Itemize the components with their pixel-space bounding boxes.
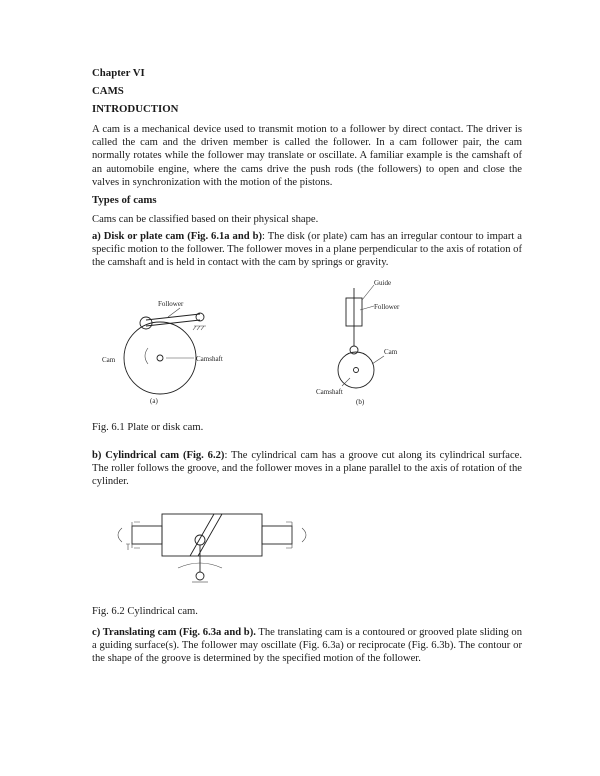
types-heading: Types of cams bbox=[92, 194, 157, 206]
intro-paragraph: A cam is a mechanical device used to transmit motion to a follower by direct contact. The driver is called the cam and the driven member is called the follower. In a cam follower pair, the cam normally rotates while the follower may translate or oscillate. A familiar example is the camshaft of an automobile engine, where the cams drive the push rods (the followers) to open and close the valves in synchronization with the motion of the pistons. bbox=[92, 124, 522, 188]
item-text: : The disk (or plate) cam has an irregular contour to impart a specific motion to the follower. The follower moves in a plane perpendicular to the axis of rotation of the camshaft and is held in contact with the cam by springs or gravity. bbox=[92, 231, 522, 269]
figure-6-2 bbox=[92, 510, 342, 600]
fig-6-1-caption: Fig. 6.1 Plate or disk cam. bbox=[92, 422, 204, 433]
guide-label: Guide bbox=[374, 279, 392, 287]
item-cylindrical-cam bbox=[92, 449, 522, 489]
camshaft-label-b: Camshaft bbox=[316, 388, 343, 396]
chapter-title: CAMS bbox=[92, 85, 124, 97]
cylindrical-roller bbox=[195, 535, 205, 545]
cam-leader-b bbox=[372, 356, 384, 364]
ground-hatch-a bbox=[193, 326, 206, 330]
shaft-left bbox=[132, 526, 162, 544]
types-intro: Cams can be classified based on their physical shape. bbox=[92, 214, 319, 225]
item-label: c) Translating cam (Fig. 6.3a and b). bbox=[92, 627, 256, 638]
camshaft-hub-b bbox=[354, 368, 359, 373]
follower-arm-a bbox=[146, 314, 200, 320]
item-disk-cam bbox=[92, 230, 522, 270]
follower-label-b: Follower bbox=[374, 303, 400, 311]
rotation-arrow-left bbox=[118, 528, 122, 542]
follower-leader bbox=[168, 308, 180, 317]
figure-6-1b bbox=[316, 278, 430, 408]
item-text: The translating cam is a contoured or grooved plate sliding on a guiding surface(s). The follower may oscillate (Fig. 6.3a) or reciprocate (Fig. 6.3b). The contour or the shape of the groove is determined by the specified motion of the follower. bbox=[92, 627, 522, 665]
cam-cylinder bbox=[162, 514, 262, 556]
ground-left bbox=[126, 544, 130, 550]
item-label: a) Disk or plate cam (Fig. 6.1a and b) bbox=[92, 231, 262, 242]
subfig-label-a: (a) bbox=[150, 397, 158, 405]
item-text: : The cylindrical cam has a groove cut along its cylindrical surface. The roller follows the groove, and the follower moves in a plane parallel to the axis of rotation of the cylinder. bbox=[92, 450, 522, 488]
cam-contour bbox=[145, 348, 148, 364]
cam-groove bbox=[190, 514, 222, 556]
follower-label-a: Follower bbox=[158, 300, 184, 308]
figure-6-1a bbox=[102, 290, 250, 405]
cam-label-b: Cam bbox=[384, 348, 398, 356]
cam-label-a: Cam bbox=[102, 356, 116, 364]
rotation-arrow-right bbox=[302, 528, 306, 542]
subfig-label-b: (b) bbox=[356, 398, 365, 406]
camshaft-hub bbox=[157, 355, 163, 361]
intro-heading: INTRODUCTION bbox=[92, 103, 179, 115]
item-translating-cam bbox=[92, 626, 522, 666]
camshaft-label-a: Camshaft bbox=[196, 355, 223, 363]
follower-arm-a2 bbox=[146, 320, 200, 326]
shaft-right bbox=[262, 526, 292, 544]
item-label: b) Cylindrical cam (Fig. 6.2) bbox=[92, 450, 225, 461]
chapter-label: Chapter VI bbox=[92, 67, 145, 79]
follower-pivot-c bbox=[196, 572, 204, 580]
guide-leader bbox=[362, 285, 374, 300]
cam-disk-b bbox=[338, 352, 374, 388]
fig-6-2-caption: Fig. 6.2 Cylindrical cam. bbox=[92, 606, 198, 617]
